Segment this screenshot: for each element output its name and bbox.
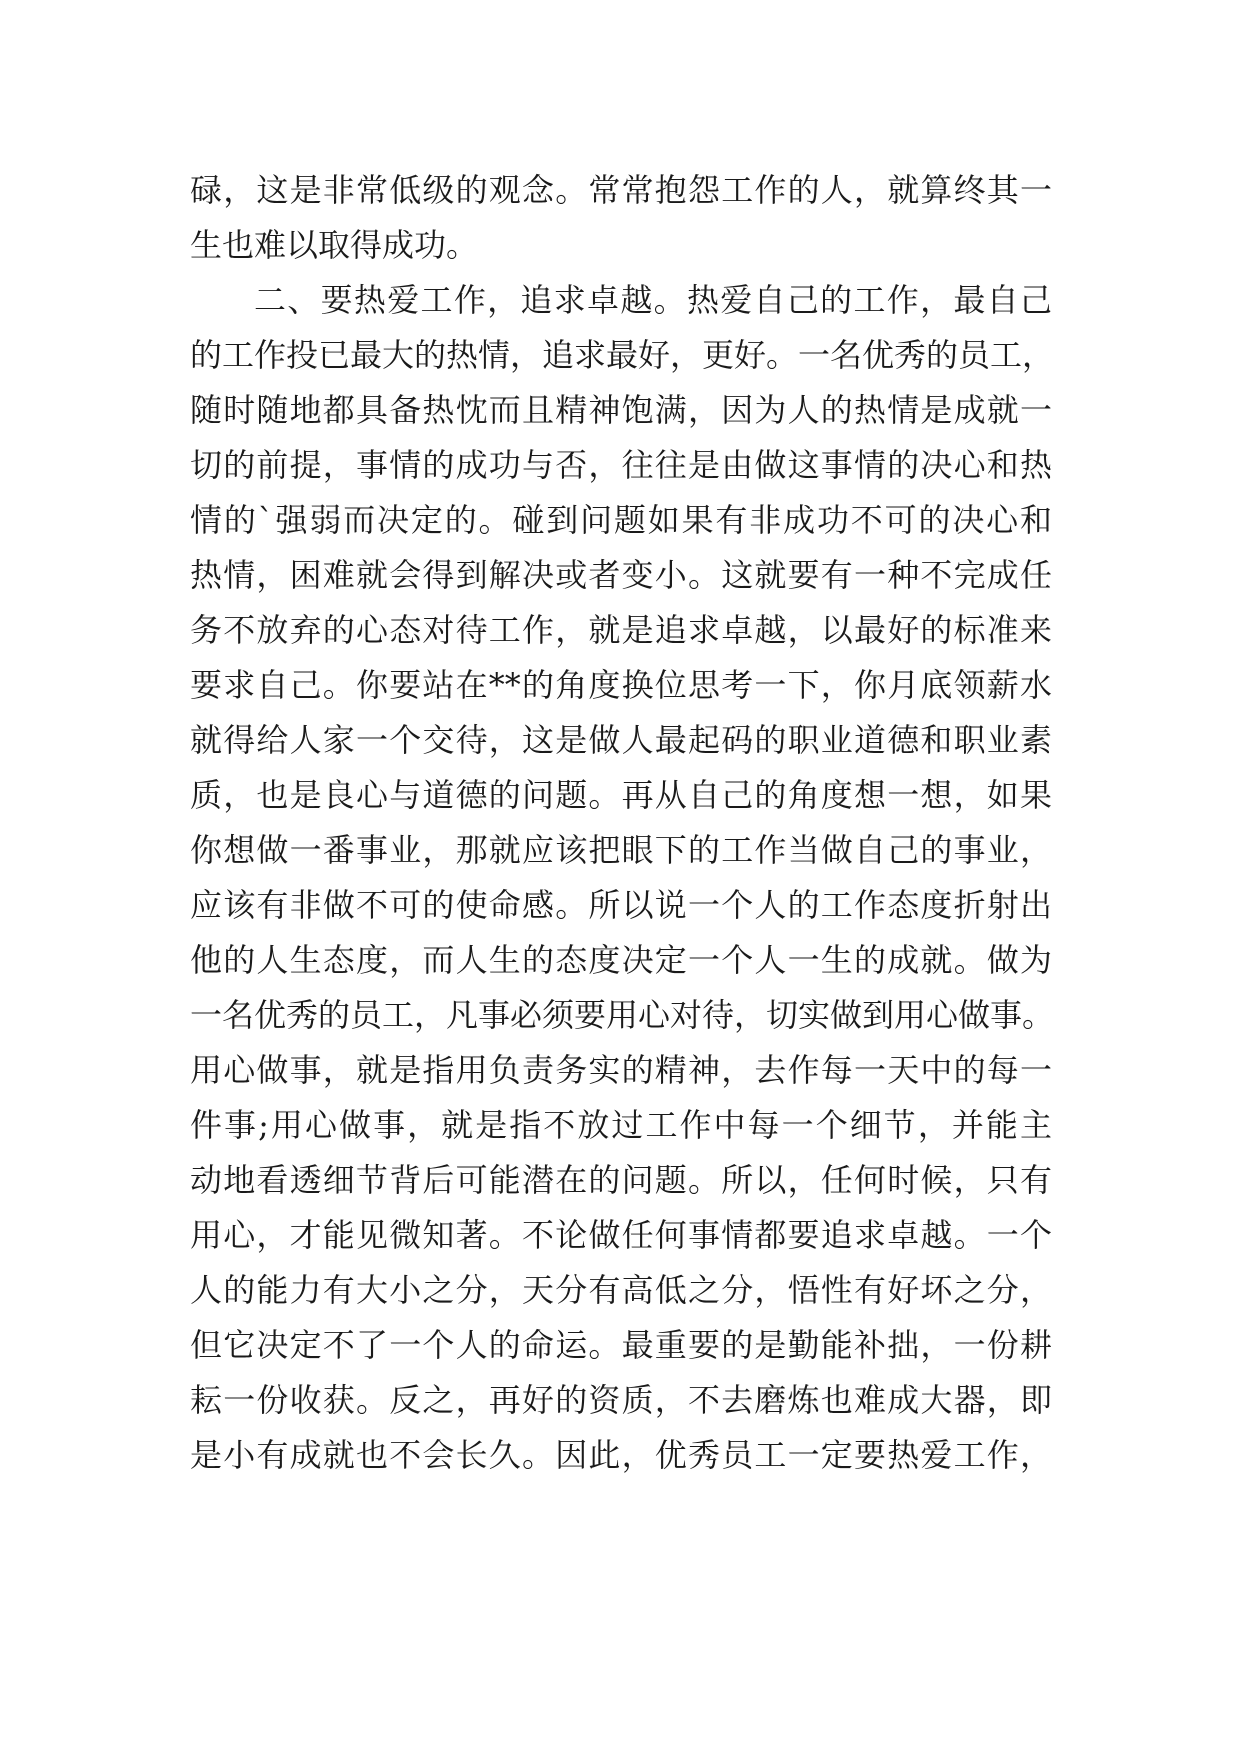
text-line: 应该有非做不可的使命感。所以说一个人的工作态度折射出: [190, 886, 1052, 924]
text-line: 就得给人家一个交待，这是做人最起码的职业道德和职业素: [190, 721, 1052, 759]
text-line: 情的`强弱而决定的。碰到问题如果有非成功不可的决心和: [190, 501, 1052, 539]
text-line: 切的前提，事情的成功与否，往往是由做这事情的决心和热: [190, 446, 1052, 484]
text-line: 用心，才能见微知著。不论做任何事情都要追求卓越。一个: [190, 1216, 1052, 1254]
text-line: 动地看透细节背后可能潜在的问题。所以，任何时候，只有: [190, 1161, 1052, 1199]
text-line: 他的人生态度，而人生的态度决定一个人一生的成就。做为: [190, 941, 1052, 979]
text-line: 耘一份收获。反之，再好的资质，不去磨炼也难成大器，即: [190, 1381, 1052, 1419]
text-line: 要求自己。你要站在**的角度换位思考一下，你月底领薪水: [190, 666, 1052, 704]
text-line: 生也难以取得成功。: [190, 226, 479, 264]
text-line: 的工作投已最大的热情，追求最好，更好。一名优秀的员工，: [190, 336, 1055, 374]
text-line: 用心做事，就是指用负责务实的精神，去作每一天中的每一: [190, 1051, 1052, 1089]
text-line: 一名优秀的员工，凡事必须要用心对待，切实做到用心做事。: [190, 996, 1055, 1034]
text-line: 是小有成就也不会长久。因此，优秀员工一定要热爱工作，: [190, 1436, 1052, 1474]
text-line: 人的能力有大小之分，天分有高低之分，悟性有好坏之分，: [190, 1271, 1052, 1309]
text-line: 随时随地都具备热忱而且精神饱满，因为人的热情是成就一: [190, 391, 1052, 429]
text-line: 质，也是良心与道德的问题。再从自己的角度想一想，如果: [190, 776, 1052, 814]
text-line: 碌，这是非常低级的观念。常常抱怨工作的人，就算终其一: [190, 171, 1052, 209]
text-line: 二、要热爱工作，追求卓越。热爱自己的工作，最自己: [254, 281, 1052, 319]
text-line: 但它决定不了一个人的命运。最重要的是勤能补拙，一份耕: [190, 1326, 1052, 1364]
text-line: 热情，困难就会得到解决或者变小。这就要有一种不完成任: [190, 556, 1052, 594]
text-line: 务不放弃的心态对待工作，就是追求卓越，以最好的标准来: [190, 611, 1052, 649]
text-line: 你想做一番事业，那就应该把眼下的工作当做自己的事业，: [190, 831, 1052, 869]
body-text: [190, 163, 1055, 1483]
text-line: 件事;用心做事，就是指不放过工作中每一个细节，并能主: [190, 1106, 1052, 1144]
